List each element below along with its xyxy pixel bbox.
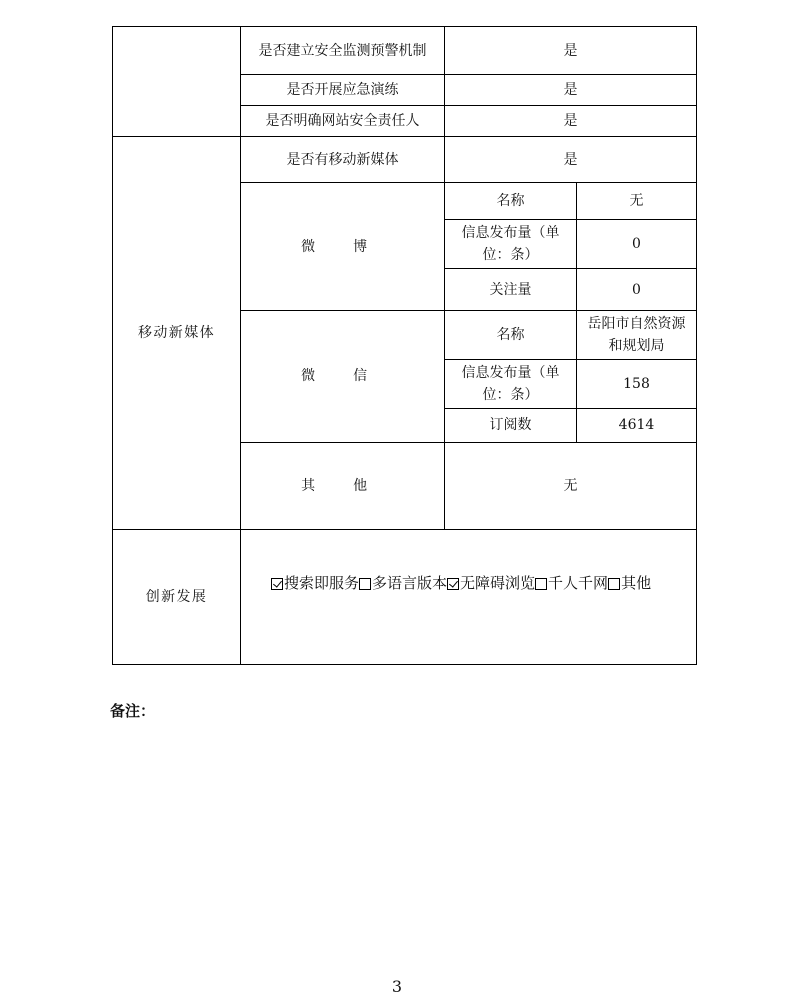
security-warning-label: 是否建立安全监测预警机制 [241, 27, 445, 75]
option-other[interactable] [608, 574, 651, 592]
report-table [112, 26, 697, 665]
emergency-drill-label: 是否开展应急演练 [241, 75, 445, 106]
wechat-subs-value: 4614 [577, 408, 697, 442]
weibo-label: 微 博 [241, 183, 445, 311]
option-label: 其他 [621, 573, 652, 592]
weibo-posts-label: 信息发布量（单位：条） [445, 220, 577, 269]
wechat-posts-label: 信息发布量（单位：条） [445, 360, 577, 408]
option-search-as-service[interactable] [271, 574, 359, 592]
option-label: 搜索即服务 [284, 573, 360, 592]
wechat-label: 微 信 [241, 311, 445, 442]
wechat-name-label: 名称 [445, 311, 577, 360]
option-accessibility[interactable] [447, 574, 535, 592]
security-warning-value: 是 [445, 27, 697, 75]
weibo-follow-label: 关注量 [445, 269, 577, 311]
wechat-subs-label: 订阅数 [445, 408, 577, 442]
emergency-drill-value: 是 [445, 75, 697, 106]
table-row [113, 137, 697, 183]
weibo-name-label: 名称 [445, 183, 577, 220]
weibo-name-value: 无 [577, 183, 697, 220]
new-media-section-label: 移动新媒体 [113, 137, 241, 530]
option-label: 多语言版本 [372, 573, 448, 592]
checkbox-icon[interactable] [359, 578, 371, 590]
security-owner-label: 是否明确网站安全责任人 [241, 106, 445, 137]
innovation-options [241, 529, 697, 664]
other-media-value: 无 [445, 442, 697, 529]
security-owner-value: 是 [445, 106, 697, 137]
has-mobile-value: 是 [445, 137, 697, 183]
checkbox-icon[interactable] [608, 578, 620, 590]
weibo-follow-value: 0 [577, 269, 697, 311]
option-label: 千人千网 [548, 573, 609, 592]
wechat-posts-value: 158 [577, 360, 697, 408]
blank-category-cell [113, 27, 241, 137]
table-row [113, 27, 697, 75]
table-row [113, 529, 697, 664]
option-label: 无障碍浏览 [460, 573, 536, 592]
option-personalized[interactable] [535, 574, 608, 592]
note-label: 备注： [110, 702, 156, 720]
page-number: 3 [391, 977, 403, 996]
checkbox-icon[interactable] [535, 578, 547, 590]
checkbox-icon[interactable] [271, 578, 283, 590]
option-multilingual[interactable] [359, 574, 447, 592]
checkbox-icon[interactable] [447, 578, 459, 590]
has-mobile-label: 是否有移动新媒体 [241, 137, 445, 183]
wechat-name-value: 岳阳市自然资源和规划局 [577, 311, 697, 360]
other-media-label: 其 他 [241, 442, 445, 529]
innovation-label: 创新发展 [113, 529, 241, 664]
weibo-posts-value: 0 [577, 220, 697, 269]
